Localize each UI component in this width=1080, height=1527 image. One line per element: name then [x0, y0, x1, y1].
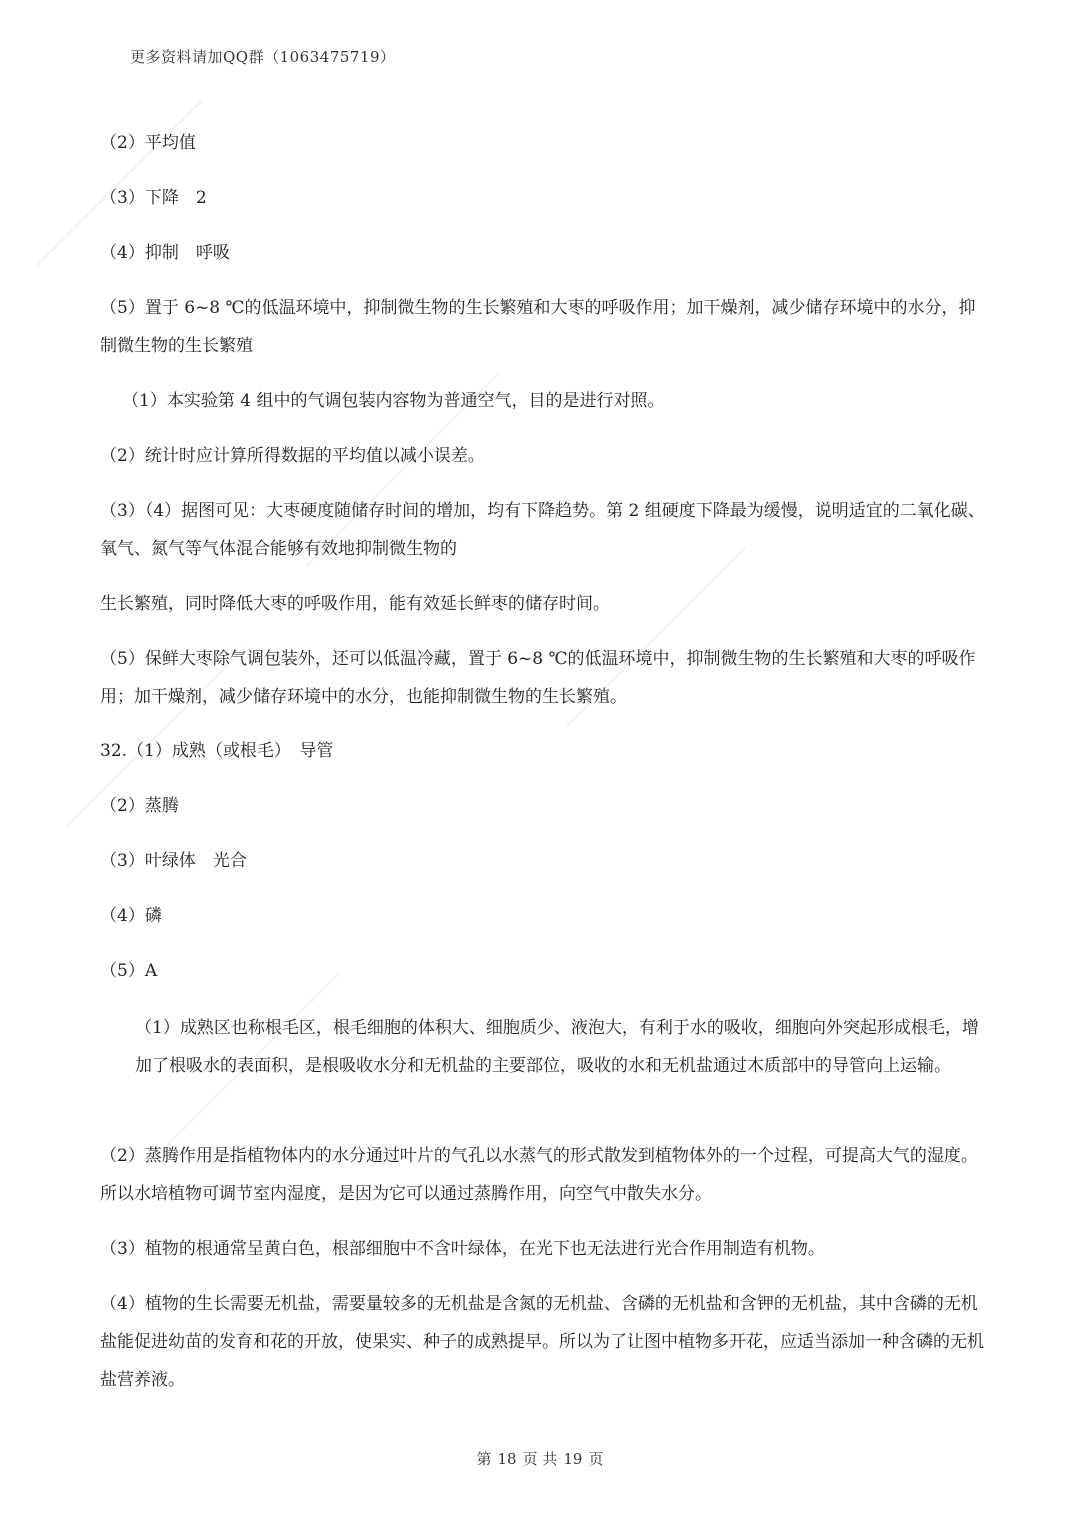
footer-suffix: 页 — [588, 1450, 604, 1468]
explanation-31-5: （5）保鲜大枣除气调包装外，还可以低温冷藏，置于 6~8 ℃的低温环境中，抑制微生物的生长繁殖和大枣的呼吸作用；加干燥剂，减少储存环境中的水分，也能抑制微生物的生长繁殖。 — [100, 649, 976, 707]
page-footer — [0, 1448, 1080, 1469]
explanation-31-3-4-continued: 生长繁殖，同时降低大枣的呼吸作用，能有效延长鲜枣的储存时间。 — [100, 594, 610, 614]
explanation-32-4: （4）植物的生长需要无机盐，需要量较多的无机盐是含氮的无机盐、含磷的无机盐和含钾的无机盐，其中含磷的无机盐能促进幼苗的发育和花的开放，使果实、种子的成熟提早。所以为了让图中植物多开花，应适当添加一种含磷的无机盐营养液。 — [100, 1294, 984, 1390]
answer-32-3: （3）叶绿体 光合 — [100, 851, 247, 871]
page-header: 更多资料请加QQ群（1063475719） — [130, 48, 396, 66]
answer-31-3: （3）下降 2 — [100, 188, 207, 208]
footer-total-pages: 19 — [563, 1450, 583, 1468]
answer-31-4: （4）抑制 呼吸 — [100, 243, 230, 263]
answer-32-5: （5）A — [100, 961, 158, 981]
answer-32-1: 32.（1）成熟（或根毛） 导管 — [100, 741, 334, 761]
answer-31-2: （2）平均值 — [100, 133, 196, 153]
answer-31-5: （5）置于 6~8 ℃的低温环境中，抑制微生物的生长繁殖和大枣的呼吸作用；加干燥剂，减少储存环境中的水分，抑制微生物的生长繁殖 — [100, 298, 976, 356]
answer-32-4: （4）磷 — [100, 906, 162, 926]
explanation-31-3-4: （3）（4）据图可见：大枣硬度随储存时间的增加，均有下降趋势。第 2 组硬度下降最为缓慢，说明适宜的二氧化碳、氧气、氮气等气体混合能够有效地抑制微生物的 — [100, 501, 985, 559]
explanation-31-1: （1）本实验第 4 组中的气调包装内容物为普通空气，目的是进行对照。 — [122, 391, 665, 411]
explanation-32-1: （1）成熟区也称根毛区，根毛细胞的体积大、细胞质少、液泡大，有利于水的吸收，细胞向外突起形成根毛，增加了根吸水的表面积，是根吸收水分和无机盐的主要部位，吸收的水和无机盐通过木质部中的导管向上运输。 — [135, 1018, 979, 1076]
explanation-31-2: （2）统计时应计算所得数据的平均值以减小误差。 — [100, 446, 485, 466]
footer-mid: 页 共 — [522, 1450, 558, 1468]
explanation-32-3: （3）植物的根通常呈黄白色，根部细胞中不含叶绿体，在光下也无法进行光合作用制造有机物。 — [100, 1239, 825, 1259]
footer-prefix: 第 — [476, 1450, 492, 1468]
footer-page-number: 18 — [497, 1450, 517, 1468]
answer-32-2: （2）蒸腾 — [100, 796, 179, 816]
explanation-32-2: （2）蒸腾作用是指植物体内的水分通过叶片的气孔以水蒸气的形式散发到植物体外的一个过程，可提高大气的湿度。所以水培植物可调节室内湿度，是因为它可以通过蒸腾作用，向空气中散失水分。 — [100, 1146, 978, 1204]
